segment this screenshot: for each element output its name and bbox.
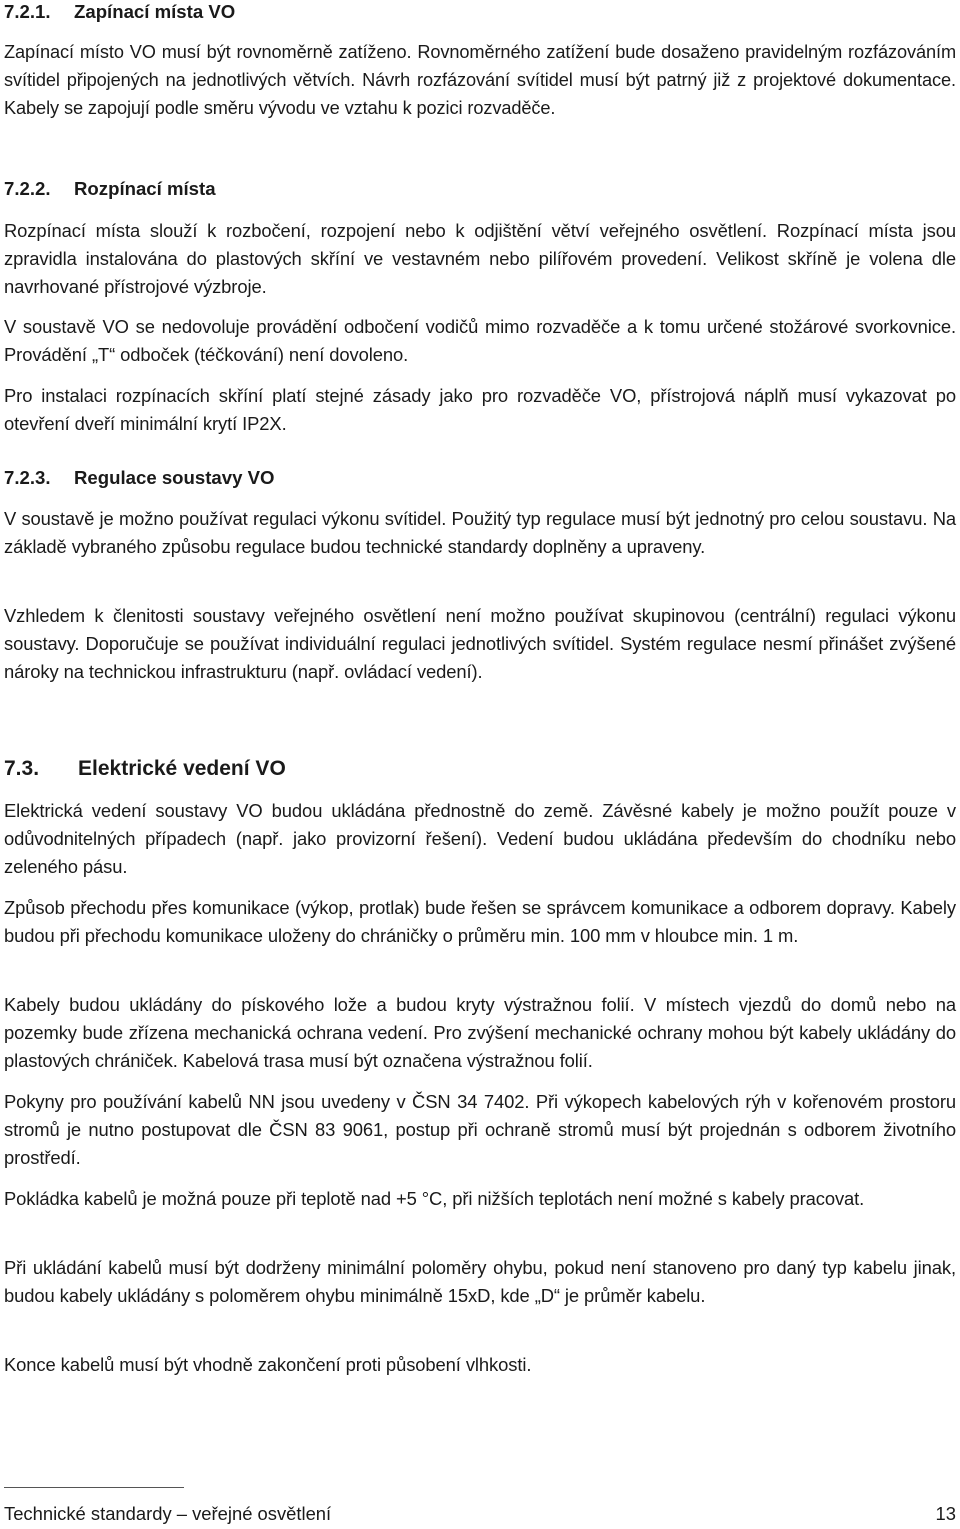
page-number: 13	[935, 1503, 956, 1524]
paragraph: Pro instalaci rozpínacích skříní platí stejné zásady jako pro rozvaděče VO, přístrojová náplň musí vykazovat po otevření dveří minimální krytí IP2X.	[4, 385, 956, 434]
section-number: 7.3.	[4, 757, 40, 780]
section-number: 7.2.3.	[4, 467, 51, 488]
paragraph: Rozpínací místa slouží k rozbočení, rozpojení nebo k odjištění větví veřejného osvětlení. Rozpínací místa jsou zpravidla instalována do plastových skříní ve vestavném nebo pilířovém provedení. Velikost skříně je volena dle navrhované přístrojové výzbroje.	[4, 220, 956, 297]
section-title: Regulace soustavy VO	[74, 467, 275, 488]
section-title: Rozpínací místa	[74, 178, 216, 199]
paragraph: Pokyny pro používání kabelů NN jsou uvedeny v ČSN 34 7402. Při výkopech kabelových rýh v kořenovém prostoru stromů je nutno postupovat dle ČSN 83 9061, postup při ochraně stromů musí být projednán s odborem životního prostředí.	[4, 1091, 956, 1168]
section-number: 7.2.1.	[4, 1, 51, 22]
paragraph: Vzhledem k členitosti soustavy veřejného osvětlení není možno používat skupinovou (centrální) regulaci výkonu soustavy. Doporučuje se používat individuální regulaci jednotlivých svítidel. Systém regulace nesmí přinášet zvýšené nároky na technickou infrastrukturu (např. ovládací vedení).	[4, 605, 956, 682]
paragraph: Kabely budou ukládány do pískového lože a budou kryty výstražnou folií. V místech vjezdů do domů nebo na pozemky bude zřízena mechanická ochrana vedení. Pro zvýšení mechanické ochrany mohou být kabely ukládány do plastových chrániček. Kabelová trasa musí být označena výstražnou folií.	[4, 994, 956, 1071]
paragraph: Způsob přechodu přes komunikace (výkop, protlak) bude řešen se správcem komunikace a odborem dopravy. Kabely budou při přechodu komunikace uloženy do chráničky o průměru min. 100 mm v hloubce min. 1 m.	[4, 897, 956, 946]
paragraph: V soustavě VO se nedovoluje provádění odbočení vodičů mimo rozvaděče a k tomu určené stožárové svorkovnice. Provádění „T“ odboček (téčkování) není dovoleno.	[4, 316, 956, 365]
section-number: 7.2.2.	[4, 178, 51, 199]
paragraph: V soustavě je možno používat regulaci výkonu svítidel. Použitý typ regulace musí být jednotný pro celou soustavu. Na základě vybraného způsobu regulace budou technické standardy doplněny a upraveny.	[4, 508, 956, 557]
page-footer	[4, 1502, 956, 1526]
section-heading-7-2-2	[4, 175, 956, 203]
section-heading-7-2-3	[4, 464, 956, 492]
section-title: Elektrické vedení VO	[78, 757, 286, 780]
section-heading-7-3	[4, 754, 956, 784]
section-heading-7-2-1	[4, 0, 956, 26]
paragraph: Pokládka kabelů je možná pouze při teplotě nad +5 °C, při nižších teplotách není možné s kabely pracovat.	[4, 1188, 865, 1209]
paragraph: Elektrická vedení soustavy VO budou ukládána přednostně do země. Závěsné kabely je možno použít pouze v odůvodnitelných případech (např. jako provizorní řešení). Vedení budou ukládána především do chodníku nebo zeleného pásu.	[4, 800, 956, 877]
footer-title: Technické standardy – veřejné osvětlení	[4, 1503, 332, 1524]
section-title: Zapínací místa VO	[74, 1, 236, 22]
paragraph: Zapínací místo VO musí být rovnoměrně zatíženo. Rovnoměrného zatížení bude dosaženo pravidelným rozfázováním svítidel připojených na jednotlivých větvích. Návrh rozfázování svítidel musí být patrný již z projektové dokumentace. Kabely se zapojují podle směru vývodu ve vztahu k pozici rozvaděče.	[4, 42, 956, 118]
paragraph: Při ukládání kabelů musí být dodrženy minimální poloměry ohybu, pokud není stanoveno pro daný typ kabelu jinak, budou kabely ukládány s poloměrem ohybu minimálně 15xD, kde „D“ je průměr kabelu.	[4, 1257, 956, 1306]
footer-divider	[4, 1487, 184, 1488]
paragraph: Konce kabelů musí být vhodně zakončení proti působení vlhkosti.	[4, 1354, 532, 1375]
